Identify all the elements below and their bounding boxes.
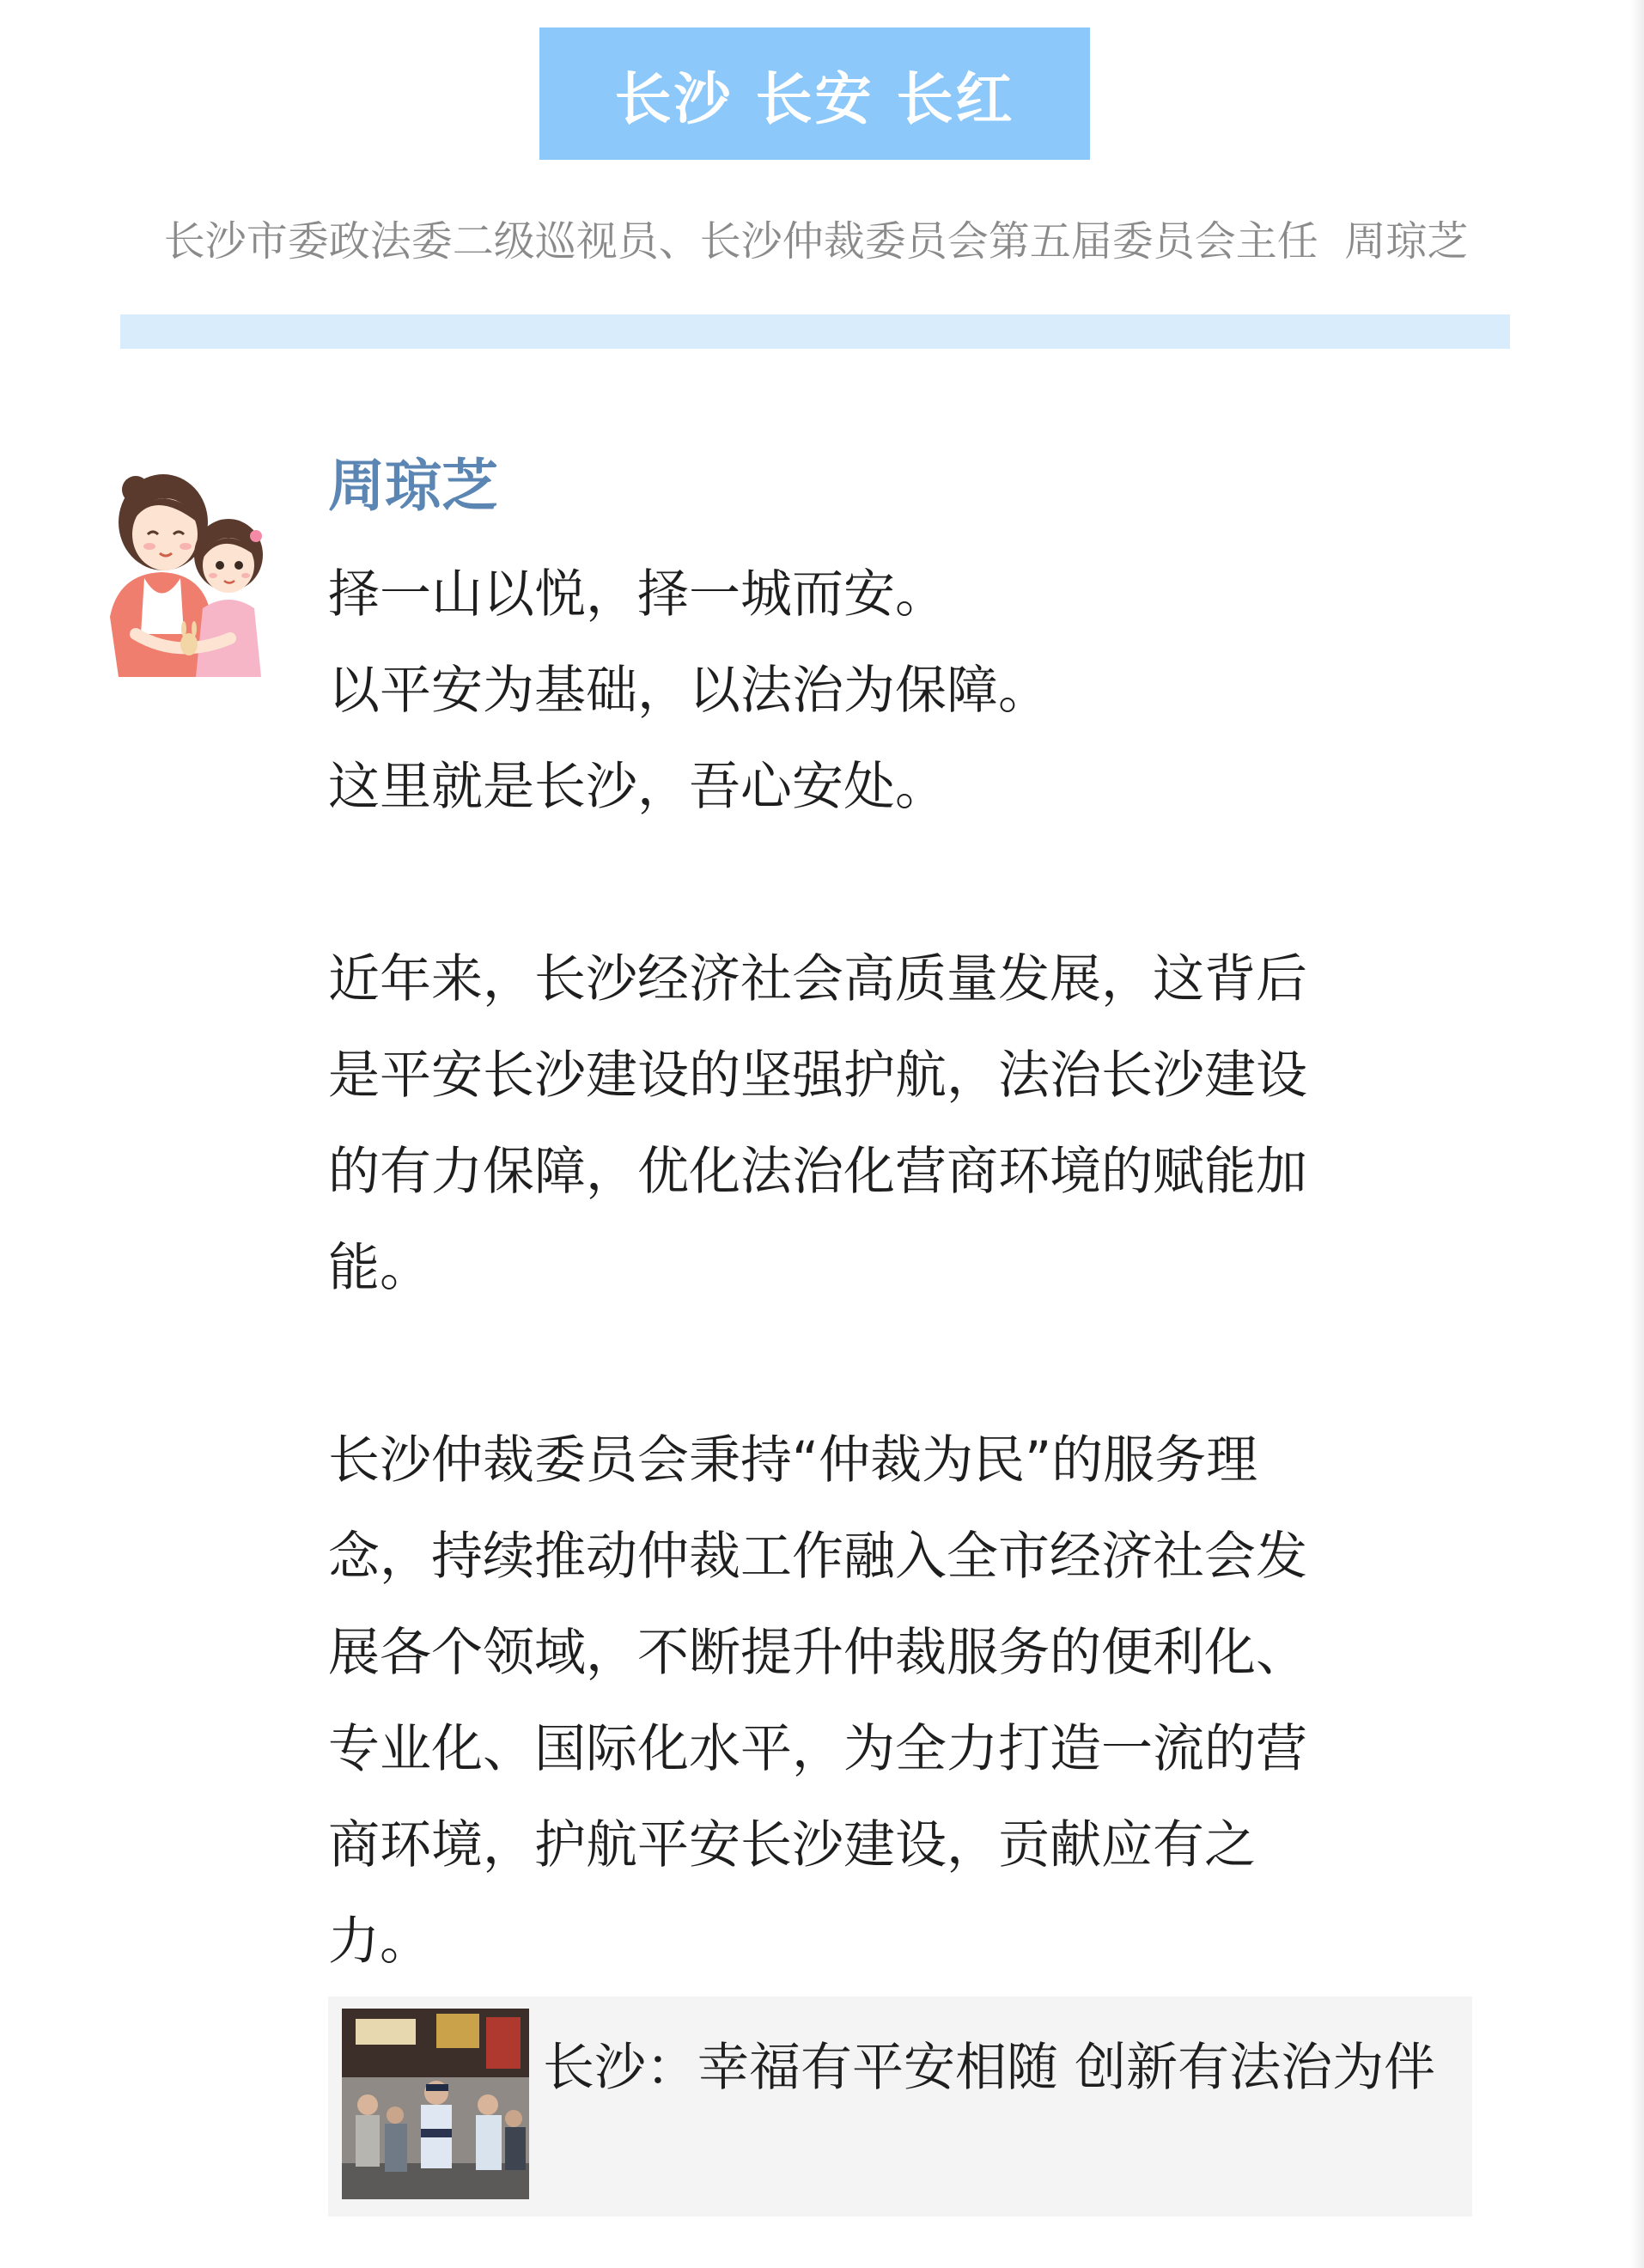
intro-line: 这里就是长沙，吾心安处。 [328,757,947,817]
paragraph-line: 近年来，长沙经济社会高质量发展，这背后 [328,949,1307,1009]
mother-daughter-illustration-icon [101,462,273,677]
related-article-card[interactable] [328,1997,1472,2216]
paragraph-line: 是平安长沙建设的坚强护航，法治长沙建设 [328,1046,1307,1106]
intro-line: 择一山以悦，择一城而安。 [328,564,947,625]
related-article-title[interactable]: 长沙：幸福有平安相随 创新有法治为伴 [543,2038,1436,2098]
paragraph-line: 力。 [328,1911,431,1972]
paragraph-line: 长沙仲裁委员会秉持“仲裁为民”的服务理 [328,1430,1258,1491]
paragraph-line: 念，持续推动仲裁工作融入全市经济社会发 [328,1527,1307,1587]
paragraph-line: 能。 [328,1238,431,1298]
paragraph-line: 展各个领域，不断提升仲裁服务的便利化、 [328,1623,1307,1683]
author-name: 周琼芝 [328,453,498,519]
banner-title: 长沙 长安 长红 [539,27,1090,160]
accent-bar [120,314,1510,349]
paragraph-line: 的有力保障，优化法治化营商环境的赋能加 [328,1142,1307,1202]
paragraph-line: 专业化、国际化水平，为全力打造一流的营 [328,1719,1307,1779]
paragraph-line: 商环境，护航平安长沙建设，贡献应有之 [328,1815,1256,1875]
paragraph-spacer [328,835,1479,931]
article-body [328,546,1479,1990]
intro-line: 以平安为基础，以法治为保障。 [328,661,1050,721]
police-patrol-photo-icon [342,2009,529,2199]
paragraph-spacer [328,1316,1479,1412]
page-edge-shadow [1630,0,1644,2268]
author-subtitle: 长沙市委政法委二级巡视员、长沙仲裁委员会第五届委员会主任 周琼芝 [163,217,1469,265]
